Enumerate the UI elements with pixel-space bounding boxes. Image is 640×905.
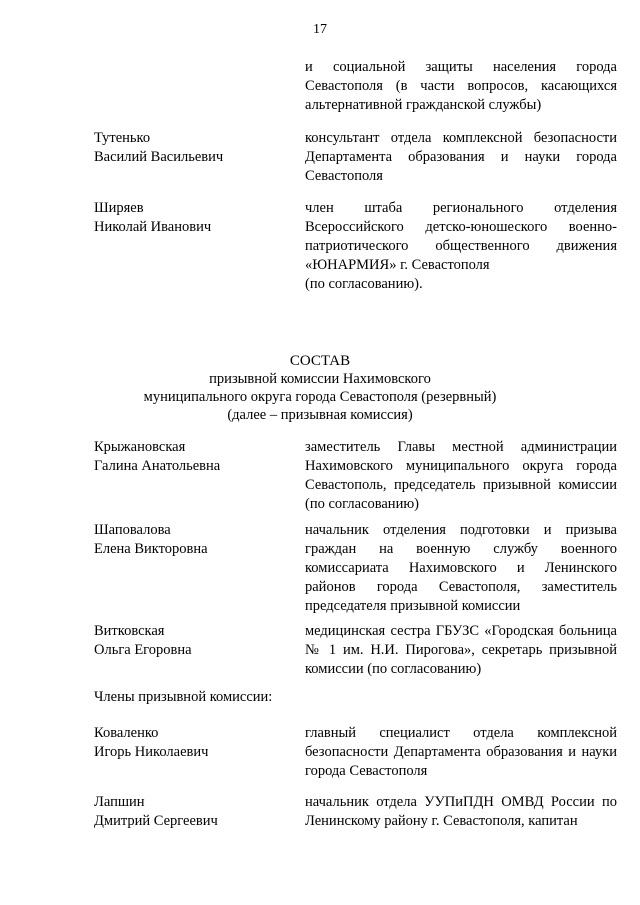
continuation-text: и социальной защиты населения города Севастополя (в части вопросов, касающихся альтернативной гражданской службы) xyxy=(305,59,617,113)
given-names: Елена Викторовна xyxy=(94,541,208,557)
person-duty: начальник отделения подготовки и призыва граждан на военную службу военного комиссариата Нахимовского и Ленинского районов города Севастополя, заместитель председателя призывной комиссии xyxy=(305,522,617,614)
given-names: Николай Иванович xyxy=(94,219,212,235)
person-name xyxy=(94,724,284,762)
person-duty: заместитель Главы местной администрации Нахимовского муниципального округа города Севастополь, председатель призывной комиссии (по согласованию) xyxy=(305,439,617,512)
surname: Крыжановская xyxy=(94,439,186,455)
given-names: Игорь Николаевич xyxy=(94,744,209,760)
person-duty: член штаба регионального отделения Всероссийского детско-юношеского военно-патриотического общественного движения «ЮНАРМИЯ» г. Севастополя (по согласованию). xyxy=(305,200,617,292)
given-names: Галина Анатольевна xyxy=(94,458,221,474)
heading-line: призывной комиссии Нахимовского xyxy=(209,371,431,387)
surname: Шаповалова xyxy=(94,522,171,538)
person-duty: медицинская сестра ГБУЗС «Городская больница № 1 им. Н.И. Пирогова», секретарь призывной комиссии (по согласованию) xyxy=(305,623,617,677)
person-duty: главный специалист отдела комплексной безопасности Департамента образования и науки города Севастополя xyxy=(305,725,617,779)
person-name xyxy=(94,793,284,831)
person-name xyxy=(94,438,284,476)
members-label: Члены призывной комиссии: xyxy=(94,689,273,705)
surname: Коваленко xyxy=(94,725,159,741)
given-names: Ольга Егоровна xyxy=(94,642,192,658)
heading-line: (далее – призывная комиссия) xyxy=(227,407,413,423)
surname: Тутенько xyxy=(94,130,151,146)
person-duty: начальник отдела УУПиПДН ОМВД России по Ленинскому району г. Севастополя, капитан xyxy=(305,794,617,829)
person-name xyxy=(94,622,284,660)
surname: Лапшин xyxy=(94,794,145,810)
page-number: 17 xyxy=(313,22,327,37)
person-duty: консультант отдела комплексной безопасности Департамента образования и науки города Севастополя xyxy=(305,130,617,184)
person-name xyxy=(94,129,284,167)
surname: Ширяев xyxy=(94,200,144,216)
given-names: Василий Васильевич xyxy=(94,149,224,165)
person-name xyxy=(94,521,284,559)
given-names: Дмитрий Сергеевич xyxy=(94,813,218,829)
section-heading xyxy=(0,352,640,424)
heading-line: муниципального округа города Севастополя (резервный) xyxy=(143,389,497,405)
person-name xyxy=(94,199,284,237)
heading-title: СОСТАВ xyxy=(289,353,351,369)
approval-note: (по согласованию). xyxy=(305,276,423,292)
surname: Витковская xyxy=(94,623,165,639)
